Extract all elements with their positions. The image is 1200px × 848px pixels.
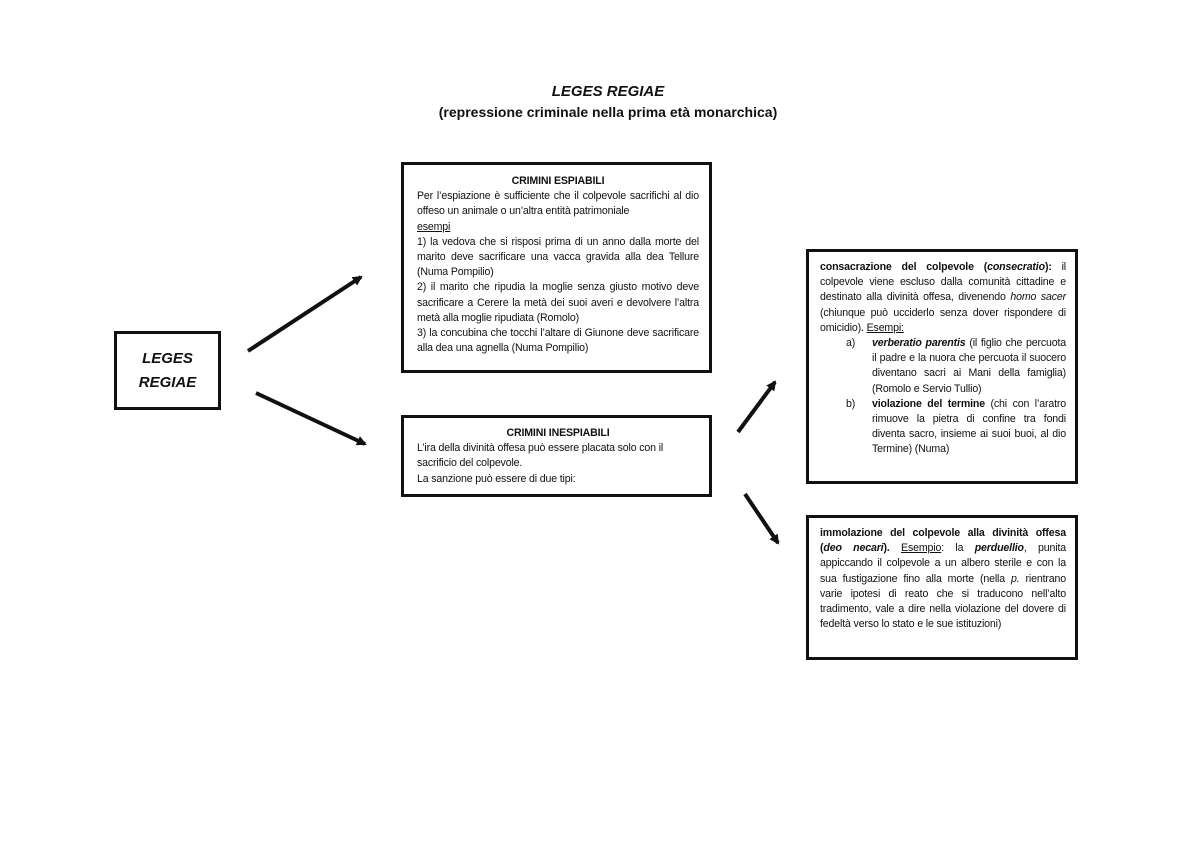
immolazione-text-1: : la	[941, 542, 975, 555]
crimini-inespiabili-box	[401, 415, 712, 497]
root-label: LEGES REGIAE	[138, 349, 197, 391]
immolazione-example-label: Esempio	[901, 542, 942, 555]
homo-sacer-term: homo sacer	[1010, 291, 1066, 304]
page-title: LEGES REGIAE	[551, 83, 665, 100]
espiabili-intro: Per l’espiazione è sufficiente che il colpevole sacrifichi al dio offeso un animale o un’altra entità patrimoniale	[417, 190, 699, 218]
espiabili-heading: CRIMINI ESPIABILI	[511, 175, 605, 187]
immolazione-paragraph	[820, 526, 1066, 632]
inespiabili-text-1: L’ira della divinità offesa può essere placata solo con il sacrificio del colpevole.	[417, 442, 664, 470]
deo-necari-term: deo necari	[823, 542, 884, 555]
espiabili-example-3: 3) la concubina che tocchi l’altare di Giunone deve sacrificare alla dea una agnella (Numa Pompilio)	[417, 327, 699, 355]
consacrazione-text-2: (chiunque può ucciderlo senza dover rispondere di omicidio).	[820, 306, 1066, 334]
consecratio-term: consecratio	[987, 261, 1045, 273]
espiabili-example-2: 2) il marito che ripudia la moglie senza giusto motivo deve sacrificare a Cerere la metà dei suoi averi e devolvere l’altra metà alla moglie ripudiata (Romolo)	[417, 281, 699, 324]
immolazione-box	[806, 515, 1078, 660]
consacrazione-item-b	[820, 397, 1066, 458]
consacrazione-examples-label: Esempi:	[866, 321, 904, 334]
consacrazione-lead: consacrazione del colpevole (	[820, 261, 988, 273]
consacrazione-text-1: il colpevole viene escluso dalla comunità cittadine e destinato alla divinità offesa, divenendo	[820, 261, 1067, 304]
arrow-to-immolazione	[745, 494, 778, 543]
consacrazione-box	[806, 249, 1078, 484]
item-b-term: violazione del termine	[872, 397, 985, 410]
immolazione-text-3: rientrano varie ipotesi di reato che si traducono nell’alto tradimento, vale a dire nella violazione del dovere di fedeltà verso lo stato e le sue istituzioni)	[820, 572, 1066, 631]
immolazione-text-2: , punita appiccando il colpevole a un albero sterile e con la sua fustigazione fino alla morte (nella	[820, 542, 1067, 585]
arrow-to-consacrazione	[738, 382, 775, 432]
item-b-marker: b)	[846, 397, 856, 410]
espiabili-example-1: 1) la vedova che si risposi prima di un anno dalla morte del marito deve sacrificare una vacca gravida alla dea Tellure (Numa Pompilio)	[417, 235, 699, 279]
item-a-marker: a)	[846, 337, 856, 350]
consacrazione-item-a	[820, 336, 1066, 397]
root-node	[114, 331, 221, 410]
arrow-to-inespiabili	[256, 393, 365, 444]
item-b-text: (chi con l’aratro rimuove la pietra di confine tra fondi diventa sacro, insieme ai suoi buoi, al dio Termine) (Numa)	[872, 397, 1066, 456]
page-subtitle: (repressione criminale nella prima età monarchica)	[438, 104, 778, 120]
perduellio-term: perduellio	[974, 542, 1024, 555]
item-a-text: (il figlio che percuota il padre e la nuora che percuota il suocero diventano sacri ai Mani della famiglia) (Romolo e Servio Tullio)	[872, 337, 1066, 395]
consacrazione-lead-close: ):	[1044, 261, 1052, 273]
arrow-to-espiabili	[248, 277, 361, 351]
immolazione-lead: immolazione del colpevole alla divinità offesa (	[820, 527, 1066, 555]
inespiabili-heading: CRIMINI INESPIABILI	[506, 427, 610, 439]
p-abbreviation: p.	[1011, 572, 1020, 585]
inespiabili-text-2: La sanzione può essere di due tipi:	[417, 472, 576, 485]
consacrazione-paragraph	[820, 260, 1066, 336]
immolazione-lead-close: ).	[883, 542, 890, 555]
crimini-espiabili-box	[401, 162, 712, 373]
espiabili-examples-label: esempi	[417, 220, 451, 233]
item-a-term: verberatio parentis	[872, 337, 966, 350]
